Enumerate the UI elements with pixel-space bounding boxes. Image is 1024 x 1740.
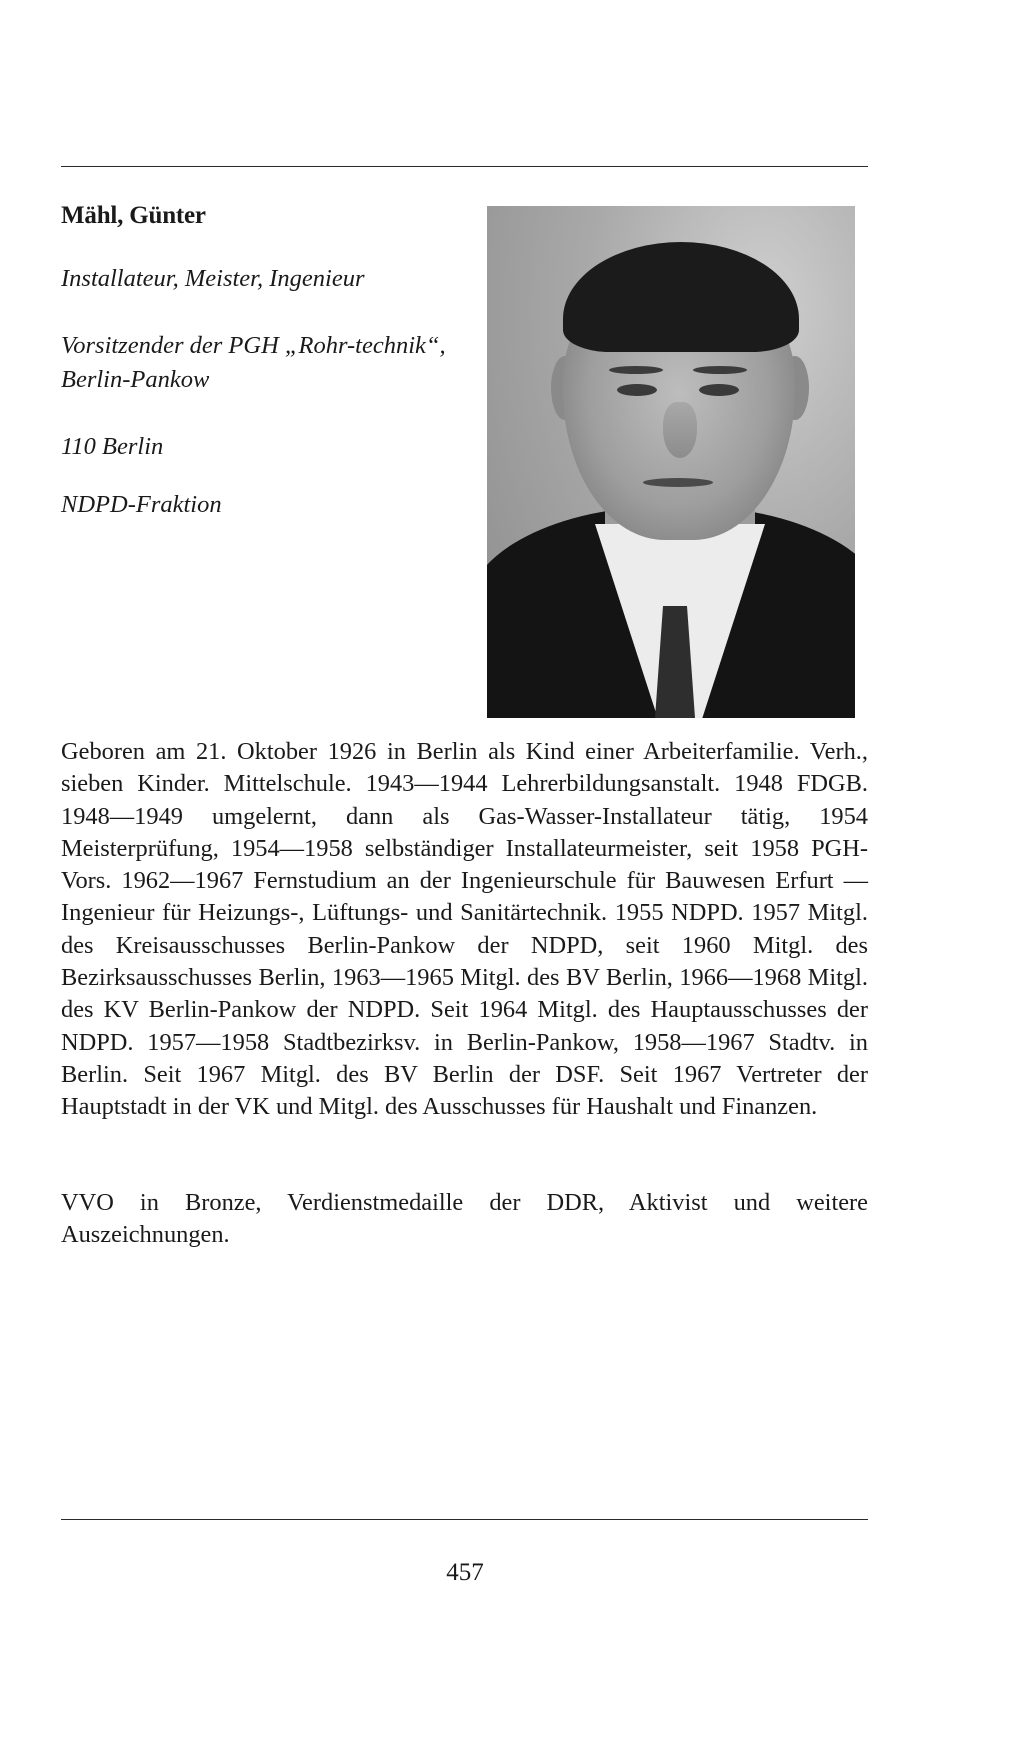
entry-position: Vorsitzender der PGH „Rohr-technik“, Berlin-Pankow — [61, 332, 446, 393]
photo-eye-right — [699, 384, 739, 396]
photo-nose — [663, 402, 697, 458]
entry-faction: NDPD-Fraktion — [61, 491, 222, 518]
photo-brow-left — [609, 366, 663, 374]
entry-name: Mähl, Günter — [61, 202, 206, 229]
entry-profession: Installateur, Meister, Ingenieur — [61, 265, 365, 292]
bottom-rule — [61, 1519, 868, 1520]
top-rule — [61, 166, 868, 167]
entry-city: 110 Berlin — [61, 433, 164, 460]
photo-brow-right — [693, 366, 747, 374]
photo-eye-left — [617, 384, 657, 396]
photo-hair — [563, 242, 799, 352]
page-number: 457 — [446, 1559, 484, 1586]
portrait-photo — [487, 206, 855, 718]
photo-mouth — [643, 478, 713, 487]
biography-text: Geboren am 21. Oktober 1926 in Berlin als Kind einer Arbeiterfamilie. Verh., sieben Kinder. Mittelschule. 1943—1944 Lehrerbildungsanstalt. 1948 FDGB. 1948—1949 umgelernt, dann als Gas-Wasser-Installateur tätig, 1954 Meisterprüfung, 1954—1958 selbständiger Installateurmeister, seit 1958 PGH-Vors. 1962—1967 Fernstudium an der Ingenieurschule für Bauwesen Erfurt — Ingenieur für Heizungs-, Lüftungs- und Sanitärtechnik. 1955 NDPD. 1957 Mitgl. des Kreisausschusses Berlin-Pankow der NDPD, seit 1960 Mitgl. des Bezirksausschusses Berlin, 1963—1965 Mitgl. des BV Berlin, 1966—1968 Mitgl. des KV Berlin-Pankow der NDPD. Seit 1964 Mitgl. des Hauptausschusses der NDPD. 1957—1958 Stadtbezirksv. in Berlin-Pankow, 1958—1967 Stadtv. in Berlin. Seit 1967 Mitgl. des BV Berlin der DSF. Seit 1967 Vertreter der Hauptstadt in der VK und Mitgl. des Ausschusses für Haushalt und Finanzen. — [61, 738, 868, 1121]
awards-text: VVO in Bronze, Verdienstmedaille der DDR, Aktivist und weitere Auszeichnungen. — [61, 1189, 868, 1249]
